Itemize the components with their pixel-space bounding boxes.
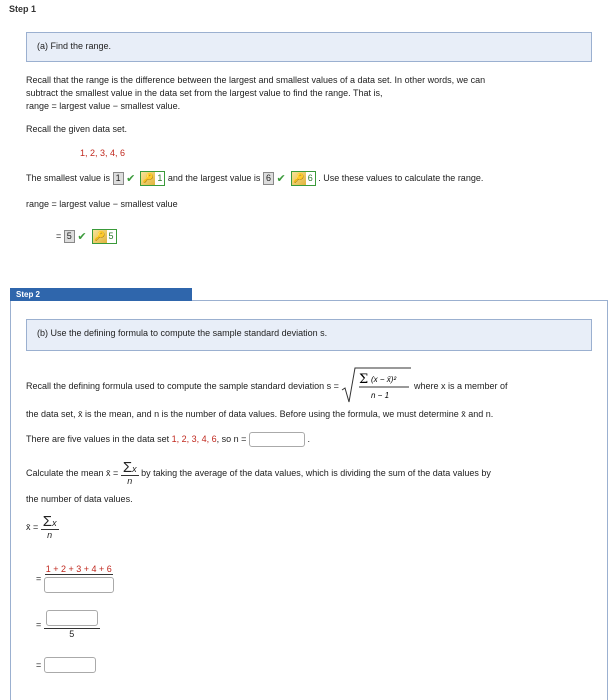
largest-key-box: 🔑 6 xyxy=(291,171,316,186)
check-icon: ✔ xyxy=(126,173,136,185)
mean-row: Calculate the mean x̄ = $\frac{\Sigma x}{n}$ by taking the average of the data values, which is dividing the sum of the data values by xyxy=(26,459,491,486)
part-a-title: (a) Find the range. xyxy=(37,41,112,51)
range-key-box: 🔑 5 xyxy=(92,229,117,244)
smallest-key-box: 🔑 1 xyxy=(140,171,165,186)
sum-row: = 1 + 2 + 3 + 4 + 6 xyxy=(36,564,114,593)
smallest-largest-row: The smallest value is 1 ✔ 🔑 1 and the largest value is 6 ✔ 🔑 6 . Use these values to calculate the range. xyxy=(26,172,484,185)
largest-answer-box[interactable]: 6 xyxy=(263,172,274,185)
sum-fraction: 1 + 2 + 3 + 4 + 6 xyxy=(44,564,114,593)
part-b-title: (b) Use the defining formula to compute the sample standard deviation s. xyxy=(37,328,328,338)
mean-result-row: = xyxy=(36,657,96,673)
divide-row: = 5 xyxy=(36,610,100,639)
xbar-definition: x̄ = $\frac{\Sigma x}{n}$ xyxy=(26,513,57,540)
mean-fraction: $\frac{\Sigma x}{n}$ xyxy=(122,459,137,486)
sd-explanation: the data set, x̄ is the mean, and n is the number of data values. Before using the formula, we must determine x̄ and n. xyxy=(26,409,494,419)
data-set: 1, 2, 3, 4, 6 xyxy=(80,148,126,158)
svg-text:n − 1: n − 1 xyxy=(371,391,390,400)
range-formula: range = largest value − smallest value xyxy=(26,199,178,209)
smallest-answer-box[interactable]: 1 xyxy=(113,172,124,185)
key-icon: 🔑 xyxy=(93,231,106,241)
recall-data-text: Recall the given data set. xyxy=(26,124,128,134)
mean-result-input[interactable] xyxy=(44,657,96,673)
part-b-panel xyxy=(26,319,592,351)
check-icon: ✔ xyxy=(276,173,286,185)
range-answer-box[interactable]: 5 xyxy=(64,230,75,243)
divide-fraction: 5 xyxy=(44,610,100,639)
recall-range-text: Recall that the range is the difference between the largest and smallest values of a data set. In other words, we can subtract the smallest value in the data set from the largest value to find the range. That is, range = largest value − smallest value. xyxy=(26,75,486,111)
mean-row-2: the number of data values. xyxy=(26,494,133,504)
range-answer-row: = 5 ✔ 🔑 5 xyxy=(56,229,117,244)
svg-text:(x − x̄)²: (x − x̄)² xyxy=(371,375,397,384)
sqrt-icon xyxy=(341,366,411,404)
svg-text:Σ: Σ xyxy=(359,372,369,387)
sum-denominator-input[interactable] xyxy=(44,577,114,593)
xbar-fraction: $\frac{\Sigma x}{n}$ xyxy=(42,513,57,540)
sqrt-formula xyxy=(341,366,411,406)
check-icon: ✔ xyxy=(77,231,87,243)
step1-label: Step 1 xyxy=(9,4,37,14)
key-icon: 🔑 xyxy=(142,173,154,183)
n-input[interactable] xyxy=(249,432,305,447)
n-row: There are five values in the data set 1, 2, 3, 4, 6, so n = . xyxy=(26,432,310,447)
part-a-panel xyxy=(26,32,592,62)
sum-numerator-input[interactable] xyxy=(46,610,98,626)
step2-label: Step 2 xyxy=(10,288,192,301)
sd-formula-row: Recall the defining formula used to compute the sample standard deviation s = Σ (x − x̄)² n − 1 where x is a member of xyxy=(26,366,508,406)
key-icon: 🔑 xyxy=(293,173,305,183)
